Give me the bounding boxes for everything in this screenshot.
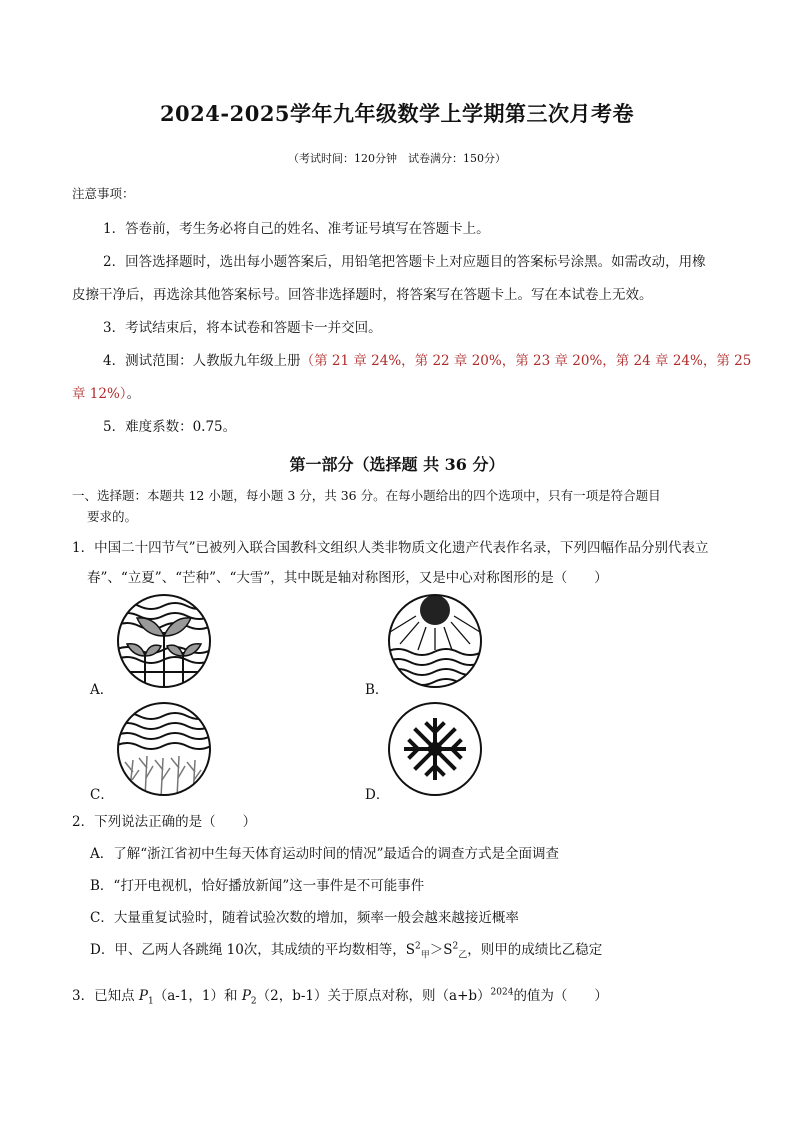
q1-stem-line1: 1．中国二十四节气”已被列入联合国教科文组织人类非物质文化遗产代表作名录，下列四幅作品分别代表立 bbox=[72, 540, 709, 556]
page-title: 2024-2025学年九年级数学上学期第三次月考卷 bbox=[159, 101, 635, 126]
notice-item-2-line1: 2．回答选择题时，选出每小题答案后，用铅笔把答题卡上对应题目的答案标号涂黑。如需改动，用橡 bbox=[103, 254, 706, 270]
option-c-label: C． bbox=[90, 787, 114, 803]
variance-yi: $S^2_乙$ bbox=[443, 941, 468, 961]
notice-item-4-line1 bbox=[103, 349, 751, 369]
notice-item-4-line2 bbox=[72, 382, 140, 402]
notice-item-4-range: （第 21 章 24%，第 22 章 20%，第 23 章 20%，第 24 章 24%，第 25 bbox=[300, 353, 752, 369]
q3-stem: 3．已知点 $P_1(a-1$，1）和 $P_2(2$，b-1）关于原点对称，则$(a+b)^{2024}$的值为（ ） bbox=[72, 987, 608, 1007]
q2-option-a: A．了解“浙江省初中生每天体育运动时间的情况”最适合的调查方式是全面调查 bbox=[90, 846, 560, 862]
notice-item-2-line2: 皮擦干净后，再选涂其他答案标号。回答非选择题时，将答案写在答题卡上。写在本试卷上无效。 bbox=[72, 287, 653, 303]
q2-stem: 2．下列说法正确的是（ ） bbox=[72, 814, 257, 830]
option-a-sprout-figure bbox=[115, 592, 213, 690]
notice-item-4-range-end: 章 12%） bbox=[72, 386, 127, 402]
option-c-grain-figure bbox=[115, 700, 213, 798]
notice-heading: 注意事项： bbox=[72, 186, 135, 201]
q2-option-d bbox=[90, 938, 602, 961]
option-b-sun-figure bbox=[386, 592, 484, 690]
option-d-label: D． bbox=[365, 787, 390, 803]
q2-option-d-prefix: D．甲、乙两人各跳绳 10次，其成绩的平均数相等， bbox=[90, 942, 406, 958]
notice-item-1: 1．答卷前，考生务必将自己的姓名、准考证号填写在答题卡上。 bbox=[103, 221, 490, 237]
q1-stem-line2: 春”、“立夏”、“芒种”、“大雪”，其中既是轴对称图形，又是中心对称图形的是（ ） bbox=[87, 570, 608, 586]
notice-item-4-end: 。 bbox=[126, 386, 141, 402]
section-intro-line1: 一、选择题：本题共 12 小题，每小题 3 分，共 36 分。在每小题给出的四个选项中，只有一项是符合题目 bbox=[72, 488, 661, 503]
option-b-label: B． bbox=[365, 682, 389, 698]
notice-item-3: 3．考试结束后，将本试卷和答题卡一并交回。 bbox=[103, 320, 382, 336]
greater-than: ＞ bbox=[429, 942, 444, 958]
variance-jia: $S^2_甲$ bbox=[405, 941, 430, 961]
q2-option-d-suffix: ，则甲的成绩比乙稳定 bbox=[467, 942, 603, 958]
notice-item-4-prefix: 4．测试范围：人教版九年级上册 bbox=[103, 353, 301, 369]
q2-option-b: B．“打开电视机，恰好播放新闻”这一事件是不可能事件 bbox=[90, 878, 425, 894]
exam-info: （考试时间：120分钟 试卷满分：150分） bbox=[288, 152, 506, 165]
option-d-snowflake-figure bbox=[386, 700, 484, 798]
notice-item-5: 5．难度系数：0.75。 bbox=[103, 419, 237, 435]
option-a-label: A． bbox=[90, 682, 114, 698]
section-heading: 第一部分（选择题 共 36 分） bbox=[289, 455, 505, 474]
q2-option-c: C．大量重复试验时，随着试验次数的增加，频率一般会越来越接近概率 bbox=[90, 910, 519, 926]
section-intro-line2: 要求的。 bbox=[87, 509, 138, 524]
